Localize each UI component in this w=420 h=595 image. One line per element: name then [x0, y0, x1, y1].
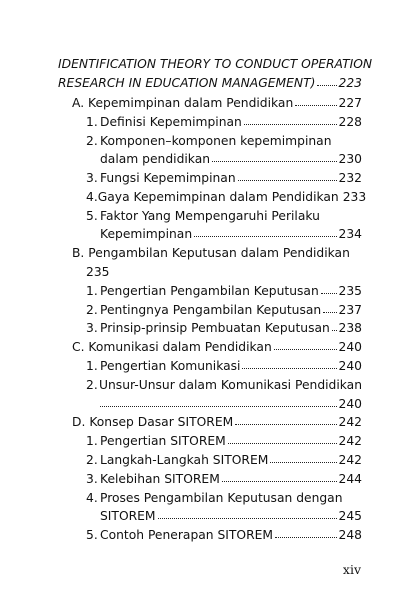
toc-item-a3[interactable]: 3. Fungsi Kepemimpinan 232: [86, 171, 362, 185]
page-ref[interactable]: 235: [86, 265, 110, 279]
page-ref[interactable]: 233: [342, 190, 367, 204]
page-ref[interactable]: 234: [338, 227, 362, 241]
dot-leader: [242, 359, 336, 369]
dot-leader: [323, 303, 336, 313]
dot-leader: [321, 284, 337, 294]
toc-item-d3[interactable]: 3. Kelebihan SITOREM 244: [86, 472, 362, 486]
dot-leader: [274, 340, 337, 350]
toc-item-c2-cont[interactable]: [100, 396, 362, 413]
page-ref[interactable]: 223: [338, 76, 362, 90]
toc-item-d2[interactable]: 2. Langkah-Langkah SITOREM 242: [86, 453, 362, 467]
page-ref[interactable]: 242: [338, 415, 362, 429]
toc-heading-line1: IDENTIFICATION THEORY TO CONDUCT OPERATION: [58, 57, 373, 71]
page-ref[interactable]: 237: [338, 303, 362, 317]
footer-page-number: xiv: [342, 562, 361, 577]
dot-leader: [270, 453, 336, 463]
toc-section-b-page[interactable]: [86, 264, 109, 281]
page-ref[interactable]: 245: [338, 509, 362, 523]
dot-leader: [100, 397, 337, 407]
page-ref[interactable]: 228: [338, 115, 362, 129]
page-ref[interactable]: 248: [338, 528, 362, 542]
toc-item-d4-cont[interactable]: SITOREM 245: [100, 509, 362, 523]
dot-leader: [275, 528, 336, 538]
toc-item-b3[interactable]: 3. Prinsip-prinsip Pembuatan Keputusan 238: [86, 321, 362, 335]
toc-heading-line2: RESEARCH IN EDUCATION MANAGEMENT) 223: [58, 76, 362, 90]
dot-leader: [317, 76, 336, 86]
toc-item-a2[interactable]: 2. Komponen–komponen kepemimpinan: [86, 134, 332, 148]
toc-section-c[interactable]: C. Komunikasi dalam Pendidikan 240: [72, 340, 362, 354]
dot-leader: [295, 96, 336, 106]
dot-leader: [222, 472, 337, 482]
toc-item-c1[interactable]: 1. Pengertian Komunikasi 240: [86, 359, 362, 373]
toc-section-a[interactable]: A. Kepemimpinan dalam Pendidikan 227: [72, 96, 362, 110]
page-ref[interactable]: 230: [338, 152, 362, 166]
toc-item-a5-cont[interactable]: Kepemimpinan 234: [100, 227, 362, 241]
dot-leader: [158, 509, 337, 519]
toc-item-a1[interactable]: 1. Definisi Kepemimpinan 228: [86, 115, 362, 129]
dot-leader: [238, 171, 337, 181]
toc-item-d5[interactable]: 5. Contoh Penerapan SITOREM 248: [86, 528, 362, 542]
page-ref[interactable]: 240: [338, 397, 362, 411]
dot-leader: [212, 152, 336, 162]
toc-item-c2[interactable]: 2. Unsur-Unsur dalam Komunikasi Pendidikan: [86, 378, 362, 392]
page-ref[interactable]: 235: [338, 284, 362, 298]
page-ref[interactable]: 232: [338, 171, 362, 185]
toc-section-d[interactable]: D. Konsep Dasar SITOREM 242: [72, 415, 362, 429]
page-ref[interactable]: 242: [338, 453, 362, 467]
toc-item-a2-cont[interactable]: dalam pendidikan 230: [100, 152, 362, 166]
toc-item-d1[interactable]: 1. Pengertian SITOREM 242: [86, 434, 362, 448]
toc-item-d4[interactable]: 4. Proses Pengambilan Keputusan dengan: [86, 491, 343, 505]
toc-item-a5[interactable]: 5. Faktor Yang Mempengaruhi Perilaku: [86, 209, 320, 223]
toc-item-b1[interactable]: 1. Pengertian Pengambilan Keputusan 235: [86, 284, 362, 298]
dot-leader: [235, 415, 336, 425]
page-ref[interactable]: 242: [338, 434, 362, 448]
toc-item-a4[interactable]: 4. Gaya Kepemimpinan dalam Pendidikan 233: [86, 190, 367, 204]
page-ref[interactable]: 238: [338, 321, 362, 335]
page-ref[interactable]: 240: [338, 359, 362, 373]
dot-leader: [194, 227, 336, 237]
page-ref[interactable]: 240: [338, 340, 362, 354]
page-ref[interactable]: 227: [338, 96, 362, 110]
dot-leader: [332, 321, 337, 331]
dot-leader: [244, 115, 337, 125]
toc-section-b[interactable]: B. Pengambilan Keputusan dalam Pendidikan: [72, 246, 350, 260]
dot-leader: [228, 434, 337, 444]
page-ref[interactable]: 244: [338, 472, 362, 486]
toc-item-b2[interactable]: 2. Pentingnya Pengambilan Keputusan 237: [86, 303, 362, 317]
